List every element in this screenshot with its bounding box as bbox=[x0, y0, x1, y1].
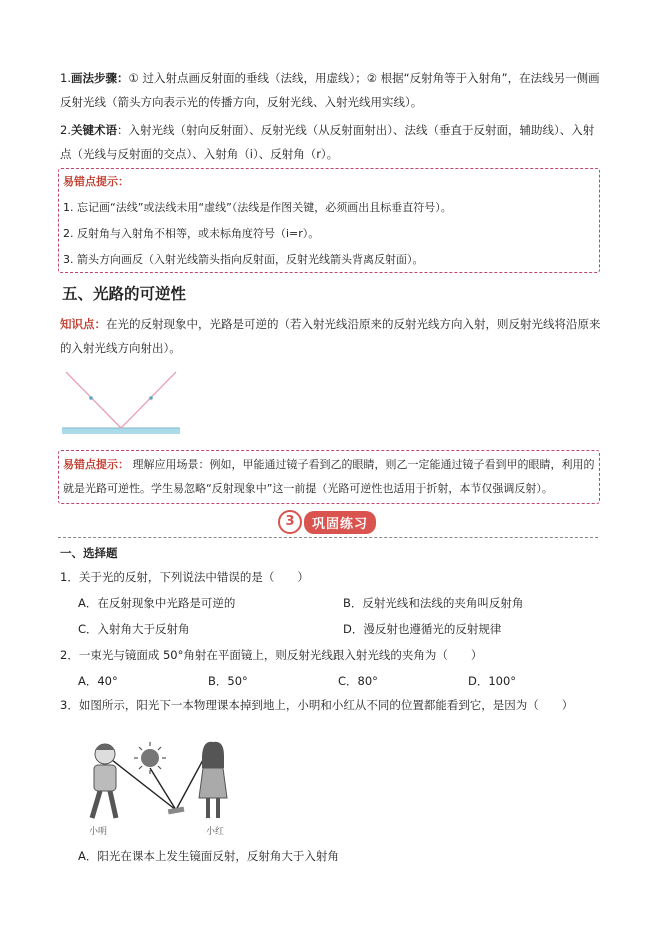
banner-title: 巩固练习 bbox=[304, 511, 376, 534]
question-3-stem: 3．如图所示，阳光下一本物理课本掉到地上，小明和小红从不同的位置都能看到它，是因为（ ） bbox=[60, 698, 574, 712]
question-1-stem: 1．关于光的反射，下列说法中错误的是（ ） bbox=[60, 570, 309, 584]
question-part-heading: 一、选择题 bbox=[60, 546, 118, 560]
tips-box bbox=[58, 168, 600, 273]
section-heading: 五、光路的可逆性 bbox=[62, 285, 187, 303]
question-1-option-b: B．反射光线和法线的夹角叫反射角 bbox=[343, 596, 524, 610]
question-2-option-b: B．50° bbox=[208, 674, 248, 688]
step-paragraph bbox=[60, 66, 605, 114]
incident-arrow-icon bbox=[89, 396, 93, 400]
knowledge-label: 知识点： bbox=[60, 317, 106, 331]
question-1-option-c: C．入射角大于反射角 bbox=[78, 622, 190, 636]
tip-item: 3. 箭头方向画反（入射光线箭头指向反射面，反射光线箭头背离反射面）。 bbox=[63, 253, 424, 266]
terms-label: 关键术语 bbox=[70, 123, 117, 137]
step-text: ① 过入射点画反射面的垂线（法线，用虚线）；② 根据“反射角等于入射角”，在法线另一侧画反射光线（箭头方向表示光的传播方向，反射光线、入射光线用实线）。 bbox=[60, 71, 600, 109]
book-icon bbox=[168, 807, 185, 815]
tip-item: 1. 忘记画“法线”或法线未用“虚线”（法线是作图关键，必须画出且标垂直符号）。 bbox=[63, 201, 452, 214]
banner-number-badge: 3 bbox=[278, 510, 302, 534]
question-3-illustration bbox=[72, 738, 242, 838]
tip-item: 2. 反射角与入射角不相等，或未标角度符号（i=r）。 bbox=[63, 227, 320, 240]
reflection-diagram bbox=[62, 368, 180, 438]
label-xiaohong: 小红 bbox=[206, 827, 225, 837]
question-1-option-d: D．漫反射也遵循光的反射规律 bbox=[343, 622, 502, 636]
question-2-option-a: A．40° bbox=[78, 674, 118, 688]
question-3-option-a: A．阳光在课本上发生镜面反射，反射角大于入射角 bbox=[78, 849, 339, 863]
tips-title: 易错点提示： bbox=[63, 175, 129, 188]
terms-paragraph bbox=[60, 118, 605, 166]
item-number: 2. bbox=[60, 123, 71, 137]
incident-ray bbox=[66, 372, 121, 428]
tips-title: 易错点提示： bbox=[63, 458, 129, 471]
sunlight-ray bbox=[150, 768, 176, 810]
tips-box-reversibility bbox=[58, 450, 600, 504]
item-number: 1. bbox=[60, 71, 71, 85]
reflected-arrow-icon bbox=[149, 396, 153, 400]
knowledge-text: 在光的反射现象中，光路是可逆的（若入射光线沿原来的反射光线方向入射，则反射光线将沿原来的入射光线方向射出）。 bbox=[60, 317, 601, 355]
mirror-surface bbox=[62, 428, 180, 434]
label-xiaoming: 小明 bbox=[89, 827, 108, 837]
practice-banner bbox=[278, 510, 376, 534]
terms-text: ：入射光线（射向反射面）、反射光线（从反射面射出）、法线（垂直于反射面，辅助线）、入射点（光线与反射面的交点）、入射角（i）、反射角（r）。 bbox=[60, 123, 595, 161]
question-1-option-a: A．在反射现象中光路是可逆的 bbox=[78, 596, 236, 610]
tips-text: 理解应用场景：例如，甲能通过镜子看到乙的眼睛，则乙一定能通过镜子看到甲的眼睛，利用的就是光路可逆性。学生易忽略“反射现象中”这一前提（光路可逆性也适用于折射，本节仅强调反射）。 bbox=[63, 458, 595, 495]
divider bbox=[58, 537, 598, 538]
knowledge-paragraph bbox=[60, 312, 605, 360]
reflected-ray bbox=[121, 372, 176, 428]
boy-figure-icon bbox=[92, 744, 116, 818]
question-2-stem: 2．一束光与镜面成 50°角射在平面镜上，则反射光线跟入射光线的夹角为（ ） bbox=[60, 648, 483, 662]
question-2-option-c: C．80° bbox=[338, 674, 378, 688]
sight-line-right bbox=[176, 758, 204, 810]
girl-figure-icon bbox=[199, 742, 227, 818]
step-label: 画法步骤： bbox=[70, 71, 129, 85]
question-2-option-d: D．100° bbox=[468, 674, 517, 688]
sight-line-left bbox=[112, 760, 176, 810]
